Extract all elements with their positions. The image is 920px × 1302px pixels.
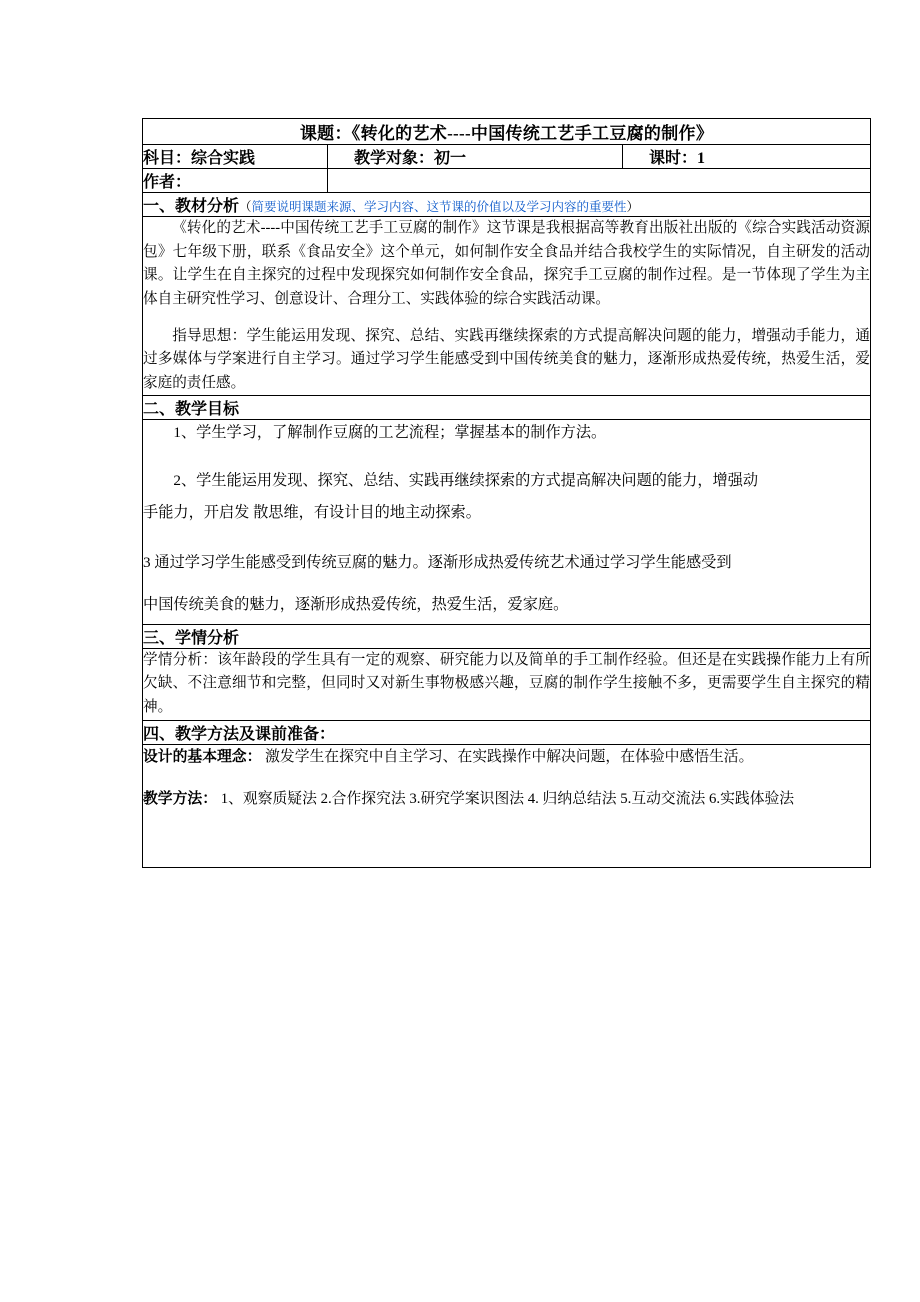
table-row-section1-heading	[143, 193, 871, 217]
design-concept-line	[143, 745, 870, 771]
table-row-section4-body	[143, 745, 871, 868]
table-row-section4-heading	[143, 721, 871, 745]
methods-prep-body	[143, 745, 871, 868]
section-heading-teaching-goals: 二、教学目标	[143, 396, 871, 420]
design-concept-label: 设计的基本理念：	[143, 749, 262, 766]
section-heading-methods-prep: 四、教学方法及课前准备：	[143, 721, 871, 745]
goal-item-cont: 手能力，开启发 散思维，有设计目的地主动探索。	[143, 504, 481, 522]
cell-bottom-space	[143, 813, 870, 867]
author-label-cell: 作者：	[143, 169, 328, 193]
author-value-cell	[328, 169, 871, 193]
table-row-section1-body	[143, 217, 871, 396]
table-row-meta	[143, 145, 871, 169]
teaching-methods-label: 教学方法：	[143, 790, 217, 807]
table-row-section2-heading	[143, 396, 871, 420]
subject-cell: 科目：综合实践	[143, 145, 328, 169]
section-heading-label: 一、教材分析	[143, 198, 240, 215]
table-row-title	[143, 119, 871, 145]
student-analysis-body: 学情分析：该年龄段的学生具有一定的观察、研究能力以及简单的手工制作经验。但还是在实践操作能力上有所欠缺、不注意细节和完整，但同时又对新生事物极感兴趣，豆腐的制作学生接触不多，更需要学生自主探究的精神。	[143, 648, 871, 720]
section-heading-student-analysis: 三、学情分析	[143, 624, 871, 648]
textbook-analysis-body	[143, 217, 871, 396]
table-row-author	[143, 169, 871, 193]
paragraph: 指导思想：学生能运用发现、探究、总结、实践再继续探索的方式提高解决问题的能力，增强动手能力，通过多媒体与学案进行自主学习。通过学习学生能感受到中国传统美食的魅力，逐渐形成热爱传统，热爱生活，爱家庭的责任感。	[143, 327, 871, 391]
audience-cell: 教学对象：初一	[328, 145, 623, 169]
goal-item: 3 通过学习学生能感受到传统豆腐的魅力。逐渐形成热爱传统艺术通过学习学生能感受到	[143, 554, 732, 572]
section-heading-textbook-analysis: 一、教材分析（简要说明课题来源、学习内容、这节课的价值以及学习内容的重要性）	[143, 193, 871, 217]
lesson-title-cell: 课题：《转化的艺术----中国传统工艺手工豆腐的制作》	[143, 119, 871, 145]
goal-item: 1、学生学习，了解制作豆腐的工艺流程；掌握基本的制作方法。	[173, 424, 607, 442]
teaching-methods-text: 1、观察质疑法 2.合作探究法 3.研究学案识图法 4. 归纳总结法 5.互动交流法 6.实践体验法	[220, 790, 795, 807]
design-concept-text: 激发学生在探究中自主学习、在实践操作中解决问题，在体验中感悟生活。	[265, 749, 754, 766]
table-row-section3-heading	[143, 624, 871, 648]
teaching-methods-line	[143, 787, 870, 813]
section-heading-note: 简要说明课题来源、学习内容、这节课的价值以及学习内容的重要性	[251, 200, 627, 214]
table-row-section2-body	[143, 420, 871, 624]
lesson-plan-table	[142, 118, 871, 868]
periods-cell: 课时：1	[623, 145, 871, 169]
goal-item: 2、学生能运用发现、探究、总结、实践再继续探索的方式提高解决问题的能力，增强动	[173, 472, 759, 490]
goal-item-cont: 中国传统美食的魅力，逐渐形成热爱传统，热爱生活，爱家庭。	[143, 595, 569, 613]
paragraph: 《转化的艺术----中国传统工艺手工豆腐的制作》这节课是我根据高等教育出版社出版的《综合实践活动资源包》七年级下册，联系《食品安全》这个单元，如何制作安全食品并结合我校学生的实际情况，自主研发的活动课。让学生在自主探究的过程中发现探究如何制作安全食品，探究手工豆腐的制作过程。是一节体现了学生为主体自主研究性学习、创意设计、合理分工、实践体验的综合实践活动课。	[143, 220, 871, 307]
teaching-goals-body	[143, 420, 871, 624]
table-row-section3-body	[143, 648, 871, 720]
